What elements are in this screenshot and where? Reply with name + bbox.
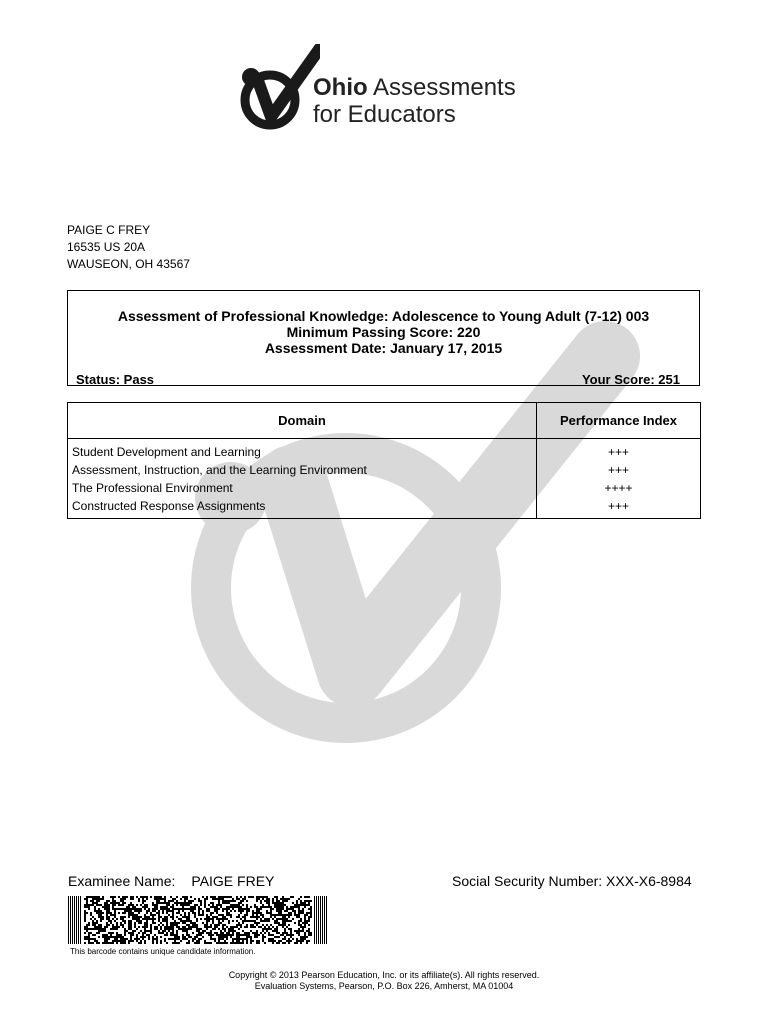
table-row xyxy=(68,479,701,497)
footer xyxy=(0,970,768,992)
table-row xyxy=(68,461,701,479)
assessment-date: Assessment Date: January 17, 2015 xyxy=(264,340,503,356)
table-header-row xyxy=(68,403,701,439)
domain-cell: Constructed Response Assignments xyxy=(68,497,537,519)
domain-cell: Assessment, Instruction, and the Learning Environment xyxy=(68,461,537,479)
performance-index-cell: ++++ xyxy=(537,479,701,497)
barcode-note: This barcode contains unique candidate information. xyxy=(70,947,256,956)
logo-text-rest: Assessments xyxy=(373,74,516,101)
examinee-name xyxy=(68,873,274,889)
domain-column-header: Domain xyxy=(68,403,537,439)
examinee-name-label: Examinee Name: xyxy=(68,873,176,889)
domain-cell: Student Development and Learning xyxy=(68,439,537,462)
social-security-number: Social Security Number: XXX-X6-8984 xyxy=(452,873,692,889)
logo-text-line2: for Educators xyxy=(313,101,456,128)
mailing-address xyxy=(67,222,190,273)
assessment-heading xyxy=(68,308,699,356)
performance-index-cell: +++ xyxy=(537,461,701,479)
copyright-line: Copyright © 2013 Pearson Education, Inc. or its affiliate(s). All rights reserved. xyxy=(228,970,540,980)
performance-index-column-header: Performance Index xyxy=(537,403,701,439)
domain-cell: The Professional Environment xyxy=(68,479,537,497)
performance-index-cell: +++ xyxy=(537,439,701,462)
minimum-passing-score: Minimum Passing Score: 220 xyxy=(286,324,481,340)
address-line: Evaluation Systems, Pearson, P.O. Box 226, Amherst, MA 01004 xyxy=(254,981,514,991)
address-city: WAUSEON, OH 43567 xyxy=(67,257,190,271)
checkmark-circle-icon xyxy=(240,44,320,132)
logo xyxy=(240,44,530,132)
your-score-label: Your Score: 251 xyxy=(581,372,680,387)
table-row xyxy=(68,439,701,462)
status-label: Status: Pass xyxy=(76,372,155,387)
table-row xyxy=(68,497,701,519)
logo-text-bold: Ohio xyxy=(313,74,368,101)
logo-text-line1 xyxy=(313,74,516,102)
address-name: PAIGE C FREY xyxy=(67,223,151,237)
examinee-name-value: PAIGE FREY xyxy=(191,873,275,889)
address-street: 16535 US 20A xyxy=(67,240,146,254)
domain-performance-table xyxy=(67,402,701,519)
assessment-title: Assessment of Professional Knowledge: Adolescence to Young Adult (7-12) 003 xyxy=(117,308,650,324)
performance-index-cell: +++ xyxy=(537,497,701,519)
assessment-summary-box xyxy=(67,290,700,386)
barcode-icon xyxy=(68,896,328,944)
